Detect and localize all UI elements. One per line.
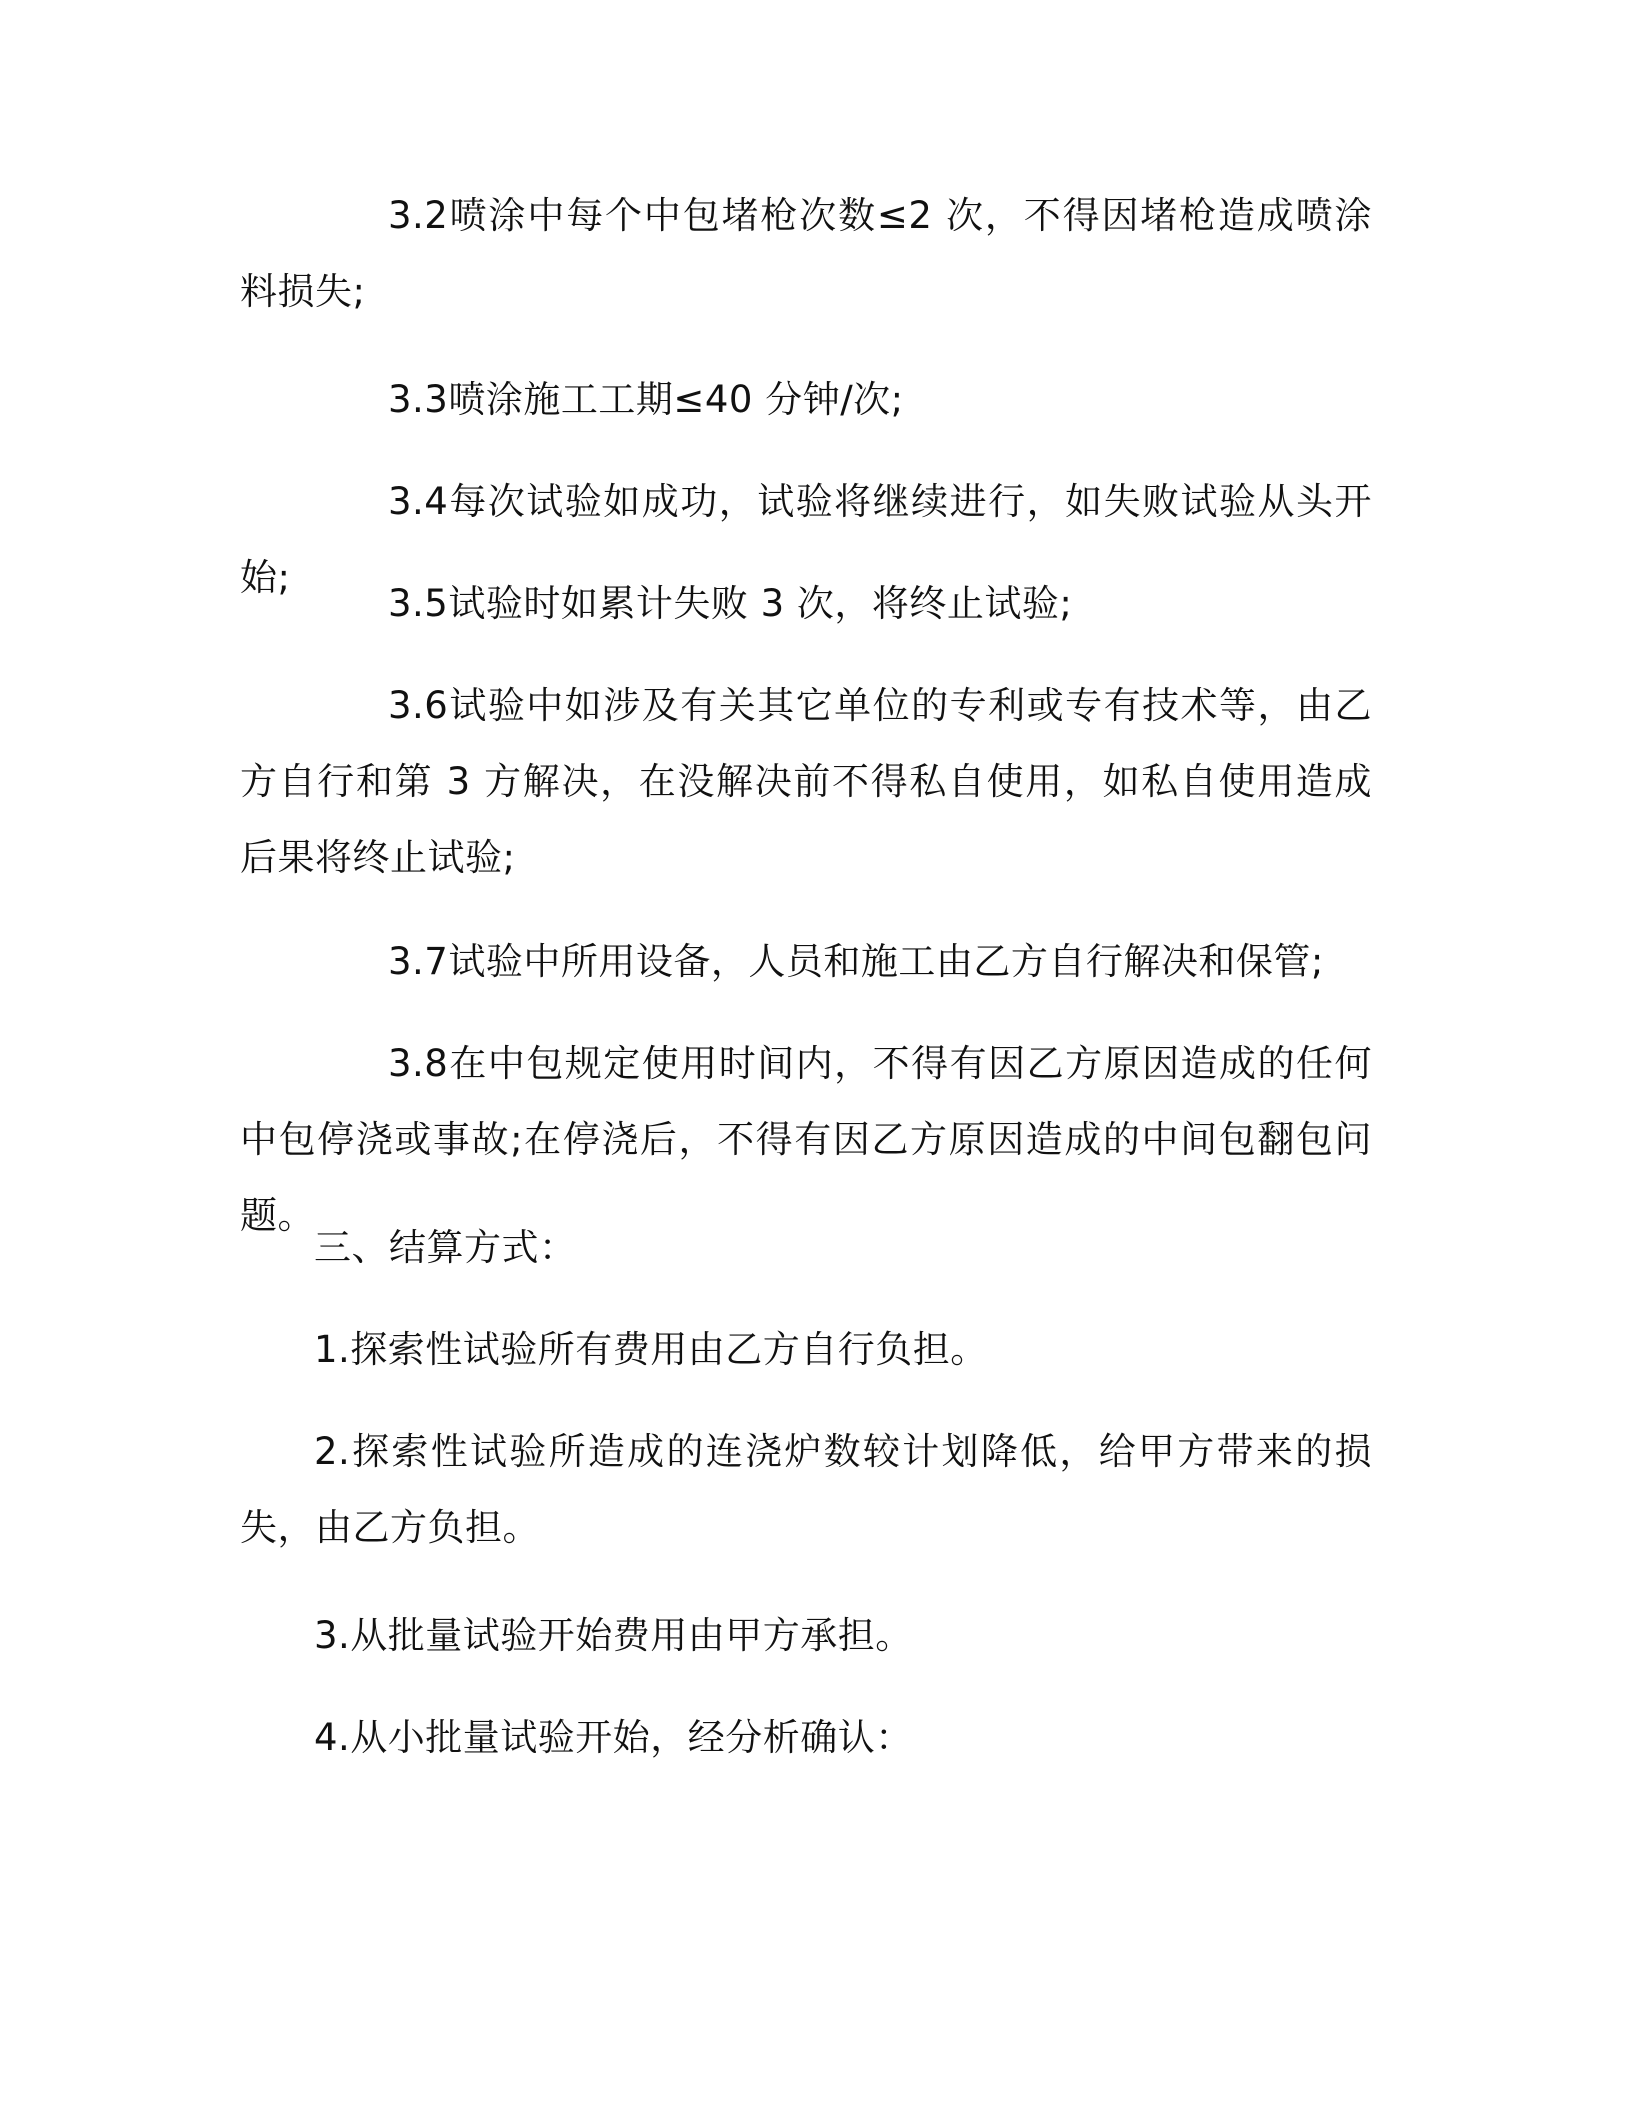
clause-text: 在中包规定使用时间内，不得有因乙方原因造成的任何中包停浇或事故;在停浇后，不得有因乙方原因造成的中间包翻包问题。 <box>240 1042 1372 1237</box>
clause-3-3 <box>240 362 1372 438</box>
clause-text: 喷涂中每个中包堵枪次数≤2 次，不得因堵枪造成喷涂料损失; <box>240 194 1372 313</box>
settlement-item-4: 4.从小批量试验开始，经分析确认： <box>314 1716 913 1759</box>
clause-text: 每次试验如成功，试验将继续进行，如失败试验从头开始; <box>240 480 1372 599</box>
clause-number: 3.7 <box>388 940 449 983</box>
clause-number: 3.5 <box>388 582 449 625</box>
clause-text: 试验中所用设备，人员和施工由乙方自行解决和保管; <box>448 940 1324 983</box>
clause-3-2 <box>240 178 1372 330</box>
clause-3-6 <box>240 668 1372 896</box>
settlement-item-2: 2.探索性试验所造成的连浇炉数较计划降低，给甲方带来的损失，由乙方负担。 <box>240 1430 1372 1549</box>
clause-3-7 <box>240 924 1372 1000</box>
clause-number: 3.6 <box>388 684 449 727</box>
clause-text: 试验中如涉及有关其它单位的专利或专有技术等，由乙方自行和第 3 方解决，在没解决前不得私自使用，如私自使用造成后果将终止试验; <box>240 684 1372 879</box>
clause-text: 试验时如累计失败 3 次，将终止试验; <box>448 582 1073 625</box>
clause-number: 3.3 <box>388 378 449 421</box>
clause-text: 喷涂施工工期≤40 分钟/次; <box>448 378 904 421</box>
section-heading: 三、结算方式： <box>314 1226 577 1269</box>
clause-number: 3.8 <box>388 1042 449 1085</box>
settlement-item-1: 1.探索性试验所有费用由乙方自行负担。 <box>314 1328 988 1371</box>
settlement-item-3: 3.从批量试验开始费用由甲方承担。 <box>314 1614 913 1657</box>
clause-number: 3.4 <box>388 480 449 523</box>
clause-3-5 <box>240 566 1372 642</box>
clause-number: 3.2 <box>388 194 449 237</box>
